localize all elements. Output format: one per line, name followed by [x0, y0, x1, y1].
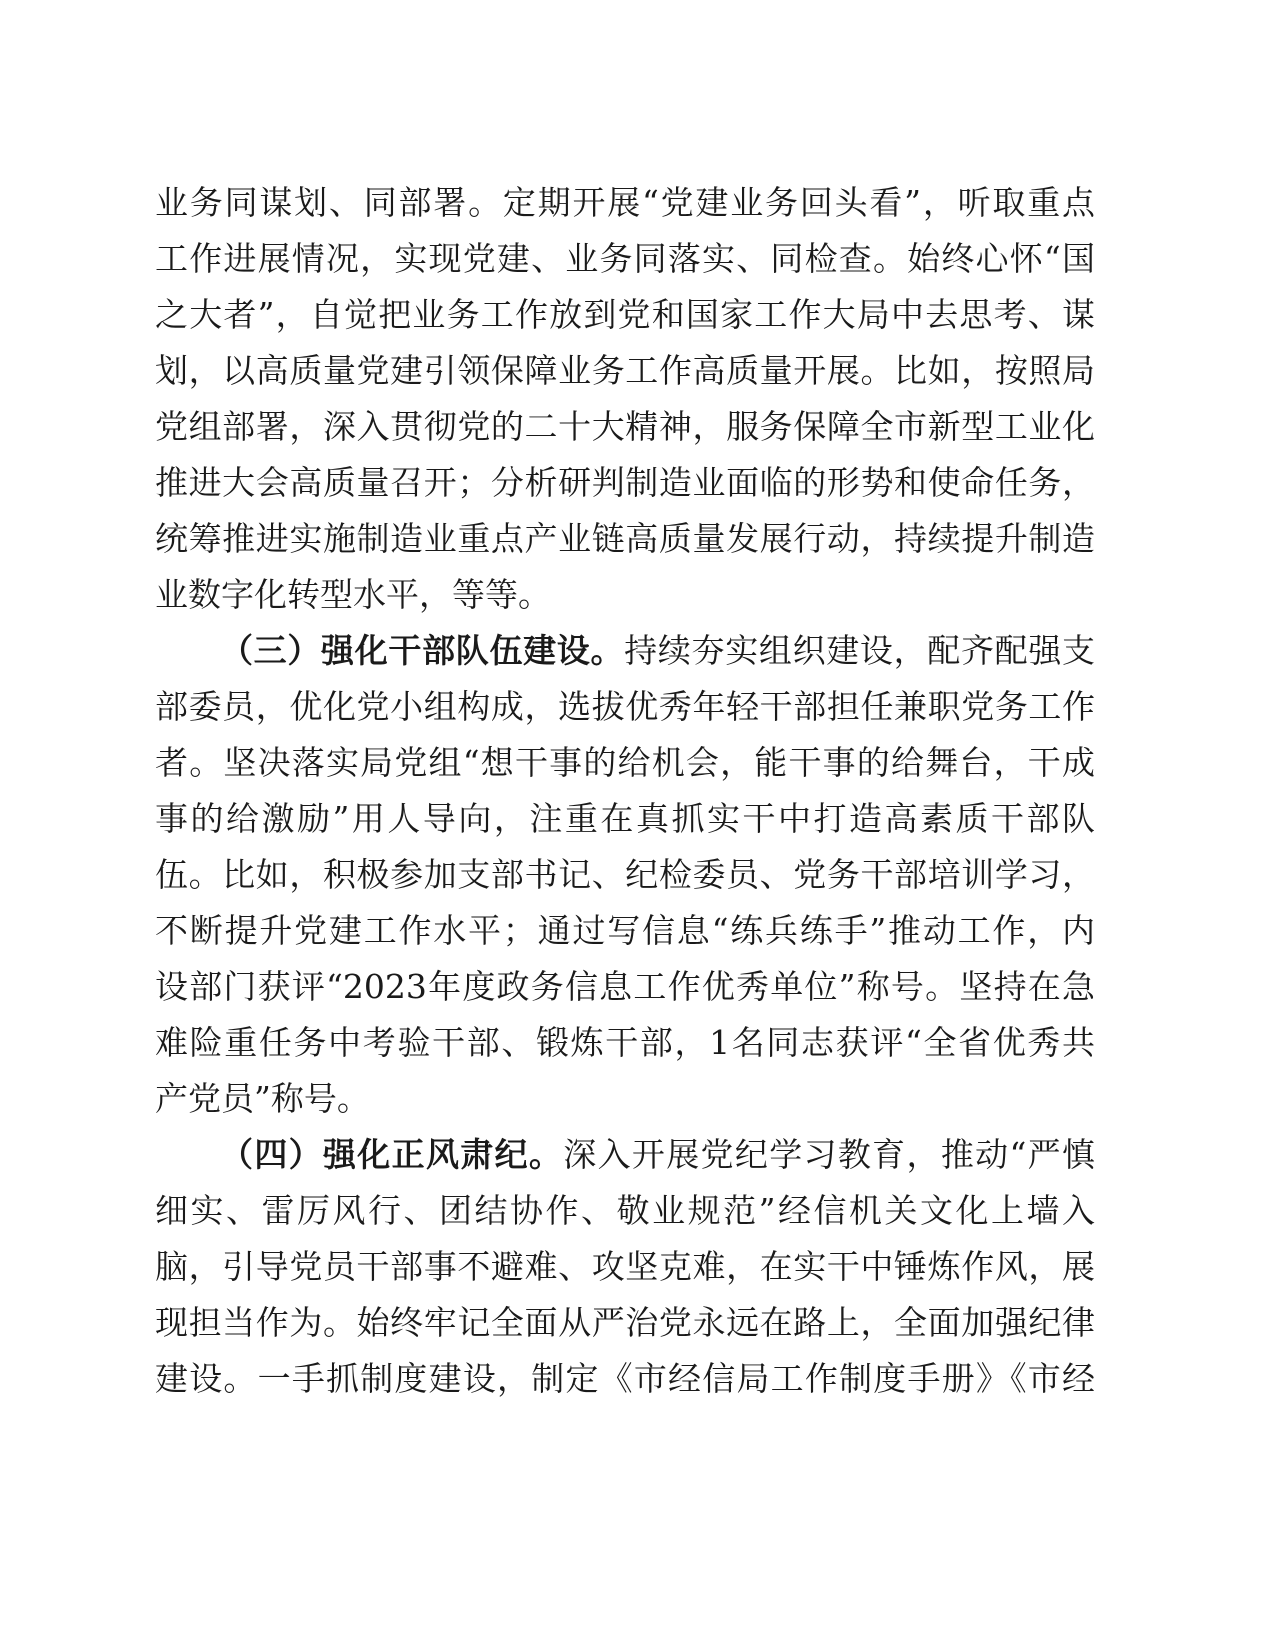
text-line: 推进大会高质量召开；分析研判制造业面临的形势和使命任务，	[155, 463, 1095, 502]
section-heading: （三）强化干部队伍建设。	[220, 631, 625, 670]
text-line: 脑，引导党员干部事不避难、攻坚克难，在实干中锤炼作风，展	[155, 1247, 1095, 1286]
text-line: 者。坚决落实局党组“想干事的给机会，能干事的给舞台，干成	[155, 743, 1095, 782]
text-line: 党组部署，深入贯彻党的二十大精神，服务保障全市新型工业化	[155, 407, 1095, 446]
text-line: 难险重任务中考验干部、锻炼干部，1名同志获评“全省优秀共	[155, 1023, 1095, 1062]
text-line: 细实、雷厉风行、团结协作、敬业规范”经信机关文化上墙入	[155, 1191, 1095, 1230]
text-line: 建设。一手抓制度建设，制定《市经信局工作制度手册》《市经	[155, 1359, 1095, 1398]
text-line: 设部门获评“2023年度政务信息工作优秀单位”称号。坚持在急	[155, 967, 1095, 1006]
text-line: 之大者”，自觉把业务工作放到党和国家工作大局中去思考、谋	[155, 295, 1095, 334]
text-line: 事的给激励”用人导向，注重在真抓实干中打造高素质干部队	[155, 799, 1095, 838]
text-line: 业务同谋划、同部署。定期开展“党建业务回头看”，听取重点	[155, 183, 1095, 222]
text-line: 产党员”称号。	[155, 1079, 370, 1118]
text-line: 划，以高质量党建引领保障业务工作高质量开展。比如，按照局	[155, 351, 1095, 390]
text-run: 持续夯实组织建设，配齐配强支	[624, 631, 1096, 670]
section-heading: （四）强化正风肃纪。	[220, 1135, 564, 1174]
text-line: 伍。比如，积极参加支部书记、纪检委员、党务干部培训学习，	[155, 855, 1095, 894]
text-line: 不断提升党建工作水平；通过写信息“练兵练手”推动工作，内	[155, 911, 1095, 950]
paragraph-first-line	[220, 1127, 1095, 1183]
text-run: 深入开展党纪学习教育，推动“严慎	[563, 1135, 1095, 1174]
paragraph-first-line	[220, 623, 1095, 679]
text-line: 部委员，优化党小组构成，选拔优秀年轻干部担任兼职党务工作	[155, 687, 1095, 726]
text-line: 工作进展情况，实现党建、业务同落实、同检查。始终心怀“国	[155, 239, 1095, 278]
text-line: 统筹推进实施制造业重点产业链高质量发展行动，持续提升制造	[155, 519, 1095, 558]
text-line: 现担当作为。始终牢记全面从严治党永远在路上，全面加强纪律	[155, 1303, 1095, 1342]
text-line: 业数字化转型水平，等等。	[155, 575, 551, 614]
